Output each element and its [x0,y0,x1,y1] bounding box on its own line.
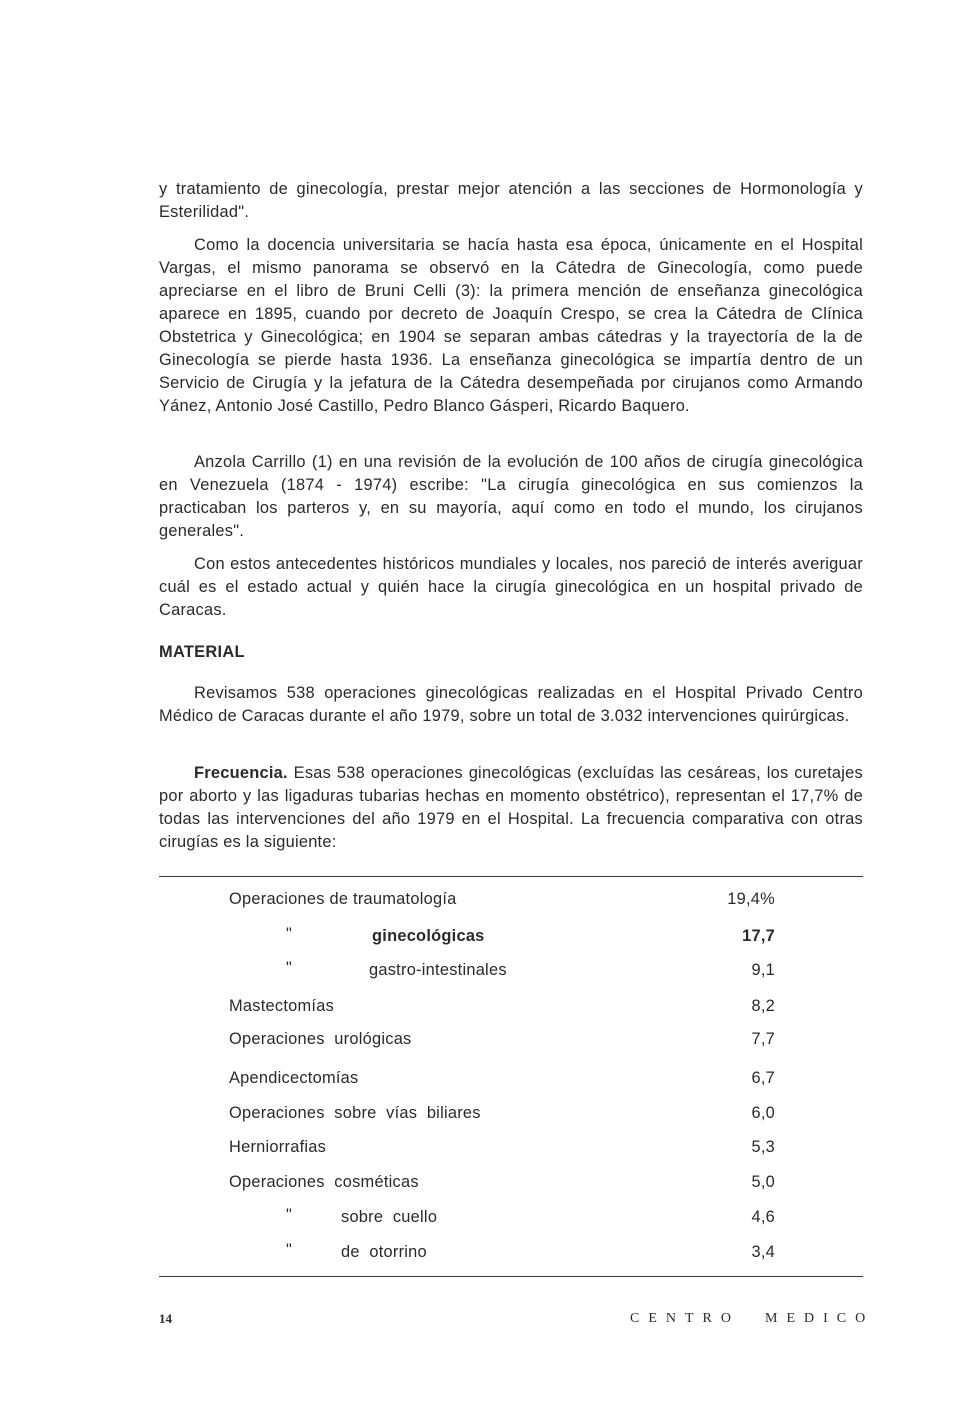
ditto-mark: " [286,925,293,943]
row-value: 4,6 [751,1208,775,1226]
ditto-mark: " [286,1206,293,1224]
row-value: 19,4% [727,890,775,908]
row-value: 5,0 [751,1173,775,1191]
row-value: 3,4 [751,1243,775,1261]
paragraph-anzola-carrillo: Anzola Carrillo (1) en una revisión de la evolución de 100 años de cirugía ginecológica en Venezuela (1874 - 1974) escribe: "La cirugía ginecológica en sus comienzos la practicaban los parteros y, en su mayoría, aquí como en todo el mundo, los cirujanos generales". [159,453,863,540]
row-label: sobre cuello [341,1208,438,1226]
table-row [229,1243,775,1267]
journal-title: CENTRO MEDICO [630,1311,875,1326]
paragraph-antecedentes: Con estos antecedentes históricos mundiales y locales, nos pareció de interés averiguar cuál es el estado actual y quién hace la cirugía ginecológica en un hospital privado de Caracas. [159,555,863,619]
row-label: Mastectomías [229,997,335,1015]
table-row [229,927,775,951]
frecuencia-lead: Frecuencia. [194,764,288,782]
paragraph-material: Revisamos 538 operaciones ginecológicas realizadas en el Hospital Privado Centro Médico de Caracas durante el año 1979, sobre un total de 3.032 intervenciones quirúrgicas. [159,684,863,725]
row-label: de otorrino [341,1243,427,1261]
row-label: Herniorrafias [229,1138,327,1156]
table-row [229,1104,775,1128]
section-heading-material: MATERIAL [159,643,245,661]
row-value: 6,7 [751,1069,775,1087]
frecuencia-text: Esas 538 operaciones ginecológicas (excluídas las cesáreas, los curetajes por aborto y las ligaduras tubarias hechas en momento obstétrico), representan el 17,7% de todas las intervenciones del año 1979 en el Hospital. La frecuencia comparativa con otras cirugías es la siguiente: [159,764,863,851]
paragraph-docencia: Como la docencia universitaria se hacía hasta esa época, únicamente en el Hospital Vargas, el mismo panorama se observó en la Cátedra de Ginecología, como puede apreciarse en el libro de Bruni Celli (3): la primera mención de enseñanza ginecológica aparece en 1895, cuando por decreto de Joaquín Crespo, se crea la Cátedra de Clínica Obstetrica y Ginecológica; en 1904 se separan ambas cátedras y la trayectoría de la de Ginecología se pierde hasta 1936. La enseñanza ginecológica se impartía dentro de un Servicio de Cirugía y la jefatura de la Cátedra desempeñada por cirujanos como Armando Yánez, Antonio José Castillo, Pedro Blanco Gásperi, Ricardo Baquero. [159,236,863,415]
table-row [229,890,775,914]
row-value: 7,7 [751,1030,775,1048]
row-value: 5,3 [751,1138,775,1156]
row-label: Operaciones cosméticas [229,1173,419,1191]
row-label: Apendicectomías [229,1069,359,1087]
table-row [229,1069,775,1093]
row-value: 8,2 [751,997,775,1015]
row-value: 17,7 [742,927,775,945]
table-row [229,961,775,985]
row-label: ginecológicas [372,927,485,945]
table-top-rule [159,876,863,877]
row-label: Operaciones de traumatología [229,890,457,908]
row-value: 9,1 [751,961,775,979]
table-row [229,1173,775,1197]
table-row [229,1138,775,1162]
row-label: gastro-intestinales [369,961,507,979]
page-number: 14 [159,1311,172,1326]
ditto-mark: " [286,1241,293,1259]
row-label: Operaciones sobre vías biliares [229,1104,481,1122]
paragraph-frecuencia [159,762,863,854]
table-row [229,1208,775,1232]
row-label: Operaciones urológicas [229,1030,412,1048]
ditto-mark: " [286,959,293,977]
table-row [229,1030,775,1054]
paragraph-continuation: y tratamiento de ginecología, prestar mejor atención a las secciones de Hormonología y Esterilidad". [159,180,863,221]
table-row [229,997,775,1021]
row-value: 6,0 [751,1104,775,1122]
table-bottom-rule [159,1276,863,1277]
